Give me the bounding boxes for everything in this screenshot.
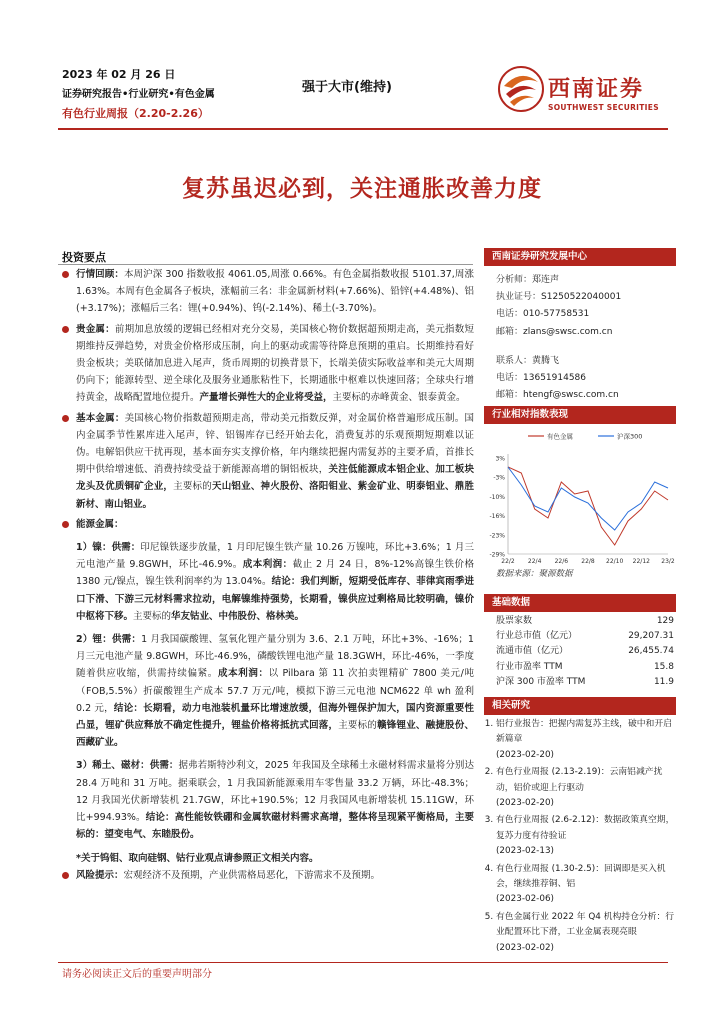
chart-series-line-2	[508, 467, 668, 530]
label: 邮箱：	[496, 390, 524, 401]
basic-data-label: 沪深 300 市盈率 TTM	[496, 676, 586, 687]
bullet-bold: 天山铝业、神火股份、洛阳钼业、紫金矿业、明泰铝业、鼎胜新材、南山铝业。	[76, 481, 474, 510]
bullet-risk	[62, 867, 474, 884]
chart-legend-label: 沪深300	[617, 432, 643, 441]
para-rare-earth	[62, 757, 474, 843]
para-conclusion: 结论：长期看，动力电池装机量环比增速放缓，但海外锂保护加大，国内资源重要性凸显，锂矿供应释放不确定性提升，锂盐价格将抵抗式回落，	[76, 702, 474, 732]
rating: 强于大市(维持)	[302, 80, 392, 95]
label: 邮箱：	[496, 326, 524, 337]
bullet-bold: 产量增长弹性大的企业将受益，	[199, 392, 333, 404]
bullet-text: 美国核心物价指数超预期走高，带动美元指数反弹，对金属价格普遍形成压制。国内金属季节性累库进入尾声，锌、铝锡库存已经开始去化，消费复苏的乐观预期短期难以证伪。电解铝供应干扰再现，基本面夯实支撑价格，年内继续把握内需复苏的主要矛盾，首推长期中供给增速低、消费持续受益于新能源高增的铜铝板块，	[76, 412, 474, 476]
report-date: 2023 年 02 月 26 日	[62, 68, 176, 81]
bullet-base-metals	[62, 410, 474, 513]
perf-title: 行业相对指数表现	[484, 406, 676, 424]
chart-x-tick-label: 22/10	[606, 558, 624, 565]
chart-x-tick-label: 22/6	[554, 558, 569, 565]
related-title[interactable]: 有色行业周报 (2.13-2.19)：云南铝减产扰动，铝价或迎上行驱动	[496, 767, 663, 793]
chart-x-tick-label: 23/2	[661, 558, 675, 565]
bullet-dot	[62, 271, 69, 278]
chart-y-tick-label: -29%	[489, 551, 505, 559]
chart-series-line-1	[508, 467, 668, 545]
para-nickel	[62, 539, 474, 625]
bullet-text: 主要标的	[173, 481, 212, 493]
bullet-dot	[62, 326, 69, 333]
para-keyword: 成本利润：	[242, 559, 293, 571]
para-text: 截止 2 月 24 日，8%-12%高镍生铁价格 1380 元/镍点，镍生铁利润率约为 13.04%。	[76, 559, 474, 588]
basic-data-row	[496, 675, 674, 690]
basic-data-row	[496, 614, 674, 629]
chart-x-tick-label: 22/4	[527, 558, 542, 565]
analyst-name: 郑连声	[532, 275, 560, 285]
relative-performance-chart	[484, 426, 676, 566]
related-date: (2023-02-13)	[496, 846, 554, 857]
basic-data-label: 行业市盈率 TTM	[496, 661, 563, 672]
label: 分析师：	[496, 275, 533, 285]
basic-data-value: 29,207.31	[628, 631, 674, 642]
phone: 13651914586	[523, 373, 587, 384]
chart-y-tick-label: -10%	[489, 493, 505, 501]
chart-legend-label: 有色金属	[547, 432, 573, 441]
basic-data-value: 15.8	[653, 661, 674, 672]
basic-data-value: 26,455.74	[628, 646, 674, 657]
main-content	[62, 266, 474, 884]
phone: 010-57758531	[523, 309, 590, 320]
para-keyword: 供需：	[111, 634, 142, 646]
basic-title: 基础数据	[484, 594, 676, 612]
chart-x-tick-label: 22/8	[581, 558, 595, 565]
para-head: 2）锂：	[76, 634, 112, 646]
email-link[interactable]: zlans@swsc.com.cn	[523, 326, 613, 337]
bullet-energy-metals	[62, 516, 474, 533]
bullet-precious-metals	[62, 321, 474, 407]
para-conclusion: 结论：高性能钕铁硼和金属软磁材料需求高增，整体将呈现紧平衡格局，主要标的：望变电气、东睦股份。	[76, 812, 474, 841]
bullet-keyword: 贵金属：	[76, 323, 115, 335]
bullet-bold: 关注低能源成本铝企业、加工板块龙头及优质铜矿企业，	[76, 464, 474, 493]
related-date: (2023-02-20)	[496, 798, 554, 809]
chart-y-tick-label: -3%	[493, 474, 505, 482]
bullet-dot	[62, 415, 69, 422]
logo-icon	[496, 60, 546, 118]
footer-divider	[58, 962, 668, 963]
para-keyword: 成本利润：	[217, 668, 269, 680]
report-title: 复苏虽迟必到，关注通胀改善力度	[182, 175, 542, 202]
bullet-keyword: 基本金属：	[76, 412, 125, 424]
basic-data-table	[496, 614, 674, 690]
chart-y-tick-label: -16%	[489, 513, 505, 521]
cert-number: S1250522040001	[541, 292, 622, 303]
related-title[interactable]: 铝行业报告：把握内需复苏主线，破中和开启新篇章	[496, 719, 672, 745]
basic-data-label: 行业总市值（亿元）	[496, 631, 578, 642]
related-item[interactable]	[496, 862, 676, 908]
footer-disclaimer[interactable]: 请务必阅读正文后的重要声明部分	[62, 969, 212, 980]
basic-data-row	[496, 629, 674, 644]
basic-data-label: 股票家数	[496, 616, 533, 626]
para-text: 主要标的	[133, 610, 172, 622]
chart-x-tick-label: 22/12	[632, 558, 650, 565]
para-text: 1 月我国碳酸锂、氢氧化锂产量分别为 3.6、2.1 万吨，环比+3%、-16%；1 月三元电池产量 9.8GWH，环比-46.9%，磷酸铁锂电池产量 18.3GWH，环比-46%，一季度随着供应收缩，供需持续偏紧。	[76, 634, 474, 680]
bullet-text: 本周沪深 300 指数收报 4061.05,周涨 0.66%。有色金属指数收报 5101.37,周涨 1.63%。本周有色金属各子板块，涨幅前三名：非金属新材料(+7.66%)、铅锌(+4.48%)、铝(+3.17%)；涨幅后三名：锂(+0.94%)、钨(-2.14%)、稀土(-3.70%)。	[76, 269, 474, 315]
bullet-keyword: 行情回顾：	[76, 269, 124, 280]
note: *关于钨钼、取向硅钢、钴行业观点请参照正文相关内容。	[76, 852, 319, 864]
para-text: 印尼镍铁逐步放量，1 月印尼镍生铁产量 10.26 万镍吨，环比+3.6%；1 月三元电池产量 9.8GWH，环比-46.9%。	[76, 542, 474, 571]
chart-source: 数据来源：聚源数据	[496, 569, 573, 579]
para-head: 1）镍：	[76, 542, 112, 554]
related-item[interactable]	[496, 910, 676, 956]
bullet-text: 前期加息放缓的逻辑已经相对充分交易，美国核心物价数据超预期走高，美元指数短期维持反弹趋势，对贵金价格形成压制，向上的驱动或需等待降息预期的重启。长期维持看好贵金板块；美联储加息进入尾声，货币周期的切换背景下，长端美债实际收益率和美元大周期仍向下；能源转型、逆全球化及服务业通胀粘性下，长期通胀中枢难以快速回落；全球央行增持黄金，战略配置地位提升。	[76, 323, 474, 404]
basic-data-value: 129	[656, 616, 674, 626]
logo-name: 西南证券	[548, 76, 645, 102]
label: 电话：	[496, 373, 524, 384]
header-divider	[58, 128, 668, 130]
chart-y-tick-label: 3%	[495, 455, 505, 463]
bullet-market-review	[62, 266, 474, 318]
label: 电话：	[496, 309, 524, 320]
bullet-dot	[62, 521, 69, 528]
contact-name: 黄腾飞	[532, 355, 560, 366]
para-keyword: 供需：	[149, 760, 179, 772]
related-title: 相关研究	[484, 697, 676, 715]
report-category: 证券研究报告•行业研究•有色金属	[62, 89, 215, 100]
team-title: 西南证券研究发展中心	[484, 248, 676, 266]
related-date: (2023-02-02)	[496, 942, 554, 953]
bullet-keyword: 能源金属：	[76, 518, 124, 530]
para-text: 主要标的	[338, 720, 378, 732]
related-research	[484, 717, 676, 958]
related-item[interactable]	[496, 813, 676, 859]
basic-data-label: 流通市值（亿元）	[496, 646, 569, 657]
bullet-text: 主要标的赤峰黄金、银泰黄金。	[332, 392, 466, 404]
para-bold: 赣锋锂业、融捷股份、西藏矿业。	[76, 720, 474, 749]
para-lithium	[62, 631, 474, 751]
para-text: 以 Pilbara 第 11 次拍卖锂精矿 7800 美元/吨（FOB,5.5%）折碳酸锂生产成本 57.7 万元/吨，模拟下游三元电池 NCM622 单 wh 盈利 0.2 元，	[76, 668, 474, 714]
para-bold: 华友钴业、中伟股份、格林美。	[171, 610, 305, 622]
related-item[interactable]	[496, 717, 676, 763]
email-link[interactable]: htengf@swsc.com.cn	[523, 390, 619, 401]
report-weekly-title: 有色行业周报（2.20-2.26）	[62, 107, 209, 120]
logo-en: SOUTHWEST SECURITIES	[548, 103, 659, 112]
section-divider	[58, 264, 473, 265]
basic-data-row	[496, 660, 674, 675]
label: 联系人：	[496, 355, 533, 366]
related-title[interactable]: 有色行业周报 (1.30-2.5)：回调即是买入机会，继续推荐铜、铝	[496, 863, 666, 890]
para-conclusion: 结论：我们判断，短期受低库存、菲律宾雨季进口下滑、下游三元材料需求拉动，电解镍维持强势，长期看，镍供应过剩格局比较明确，镍价中枢将下移。	[76, 576, 474, 622]
para-text: 据弗若斯特沙利文，2025 年我国及全球稀土永磁材料需求量将分别达 28.4 万吨和 31 万吨。据乘联会，1 月我国新能源乘用车零售量 33.2 万辆，环比-48.3%；12 月我国光伏新增装机 21.7GW，环比+190.5%；12 月我国风电新增装机 15.11GW，环比+994.93%。	[76, 760, 474, 824]
related-date: (2023-02-20)	[496, 749, 554, 760]
label: 执业证号：	[496, 292, 542, 303]
analyst-info	[496, 272, 676, 404]
bullet-dot	[62, 872, 69, 879]
section-label: 投资要点	[62, 251, 106, 264]
para-keyword: 供需：	[111, 542, 141, 554]
related-date: (2023-02-06)	[496, 894, 554, 905]
bullet-keyword: 风险提示：	[76, 869, 124, 881]
related-title[interactable]: 有色金属行业 2022 年 Q4 机构持仓分析：行业配置环比下滑，工业金属表现亮眼	[496, 911, 675, 938]
para-head: 3）稀土、磁材：	[76, 760, 150, 772]
related-item[interactable]	[496, 765, 676, 811]
basic-data-row	[496, 644, 674, 659]
chart-y-tick-label: -23%	[489, 532, 505, 540]
chart-x-tick-label: 22/2	[501, 558, 515, 565]
basic-data-value: 11.9	[653, 676, 674, 687]
bullet-text: 宏观经济不及预期，产业供需格局恶化，下游需求不及预期。	[123, 869, 381, 881]
related-title[interactable]: 有色行业周报 (2.6-2.12)：数据政策真空期，复苏力度有待验证	[496, 815, 675, 841]
